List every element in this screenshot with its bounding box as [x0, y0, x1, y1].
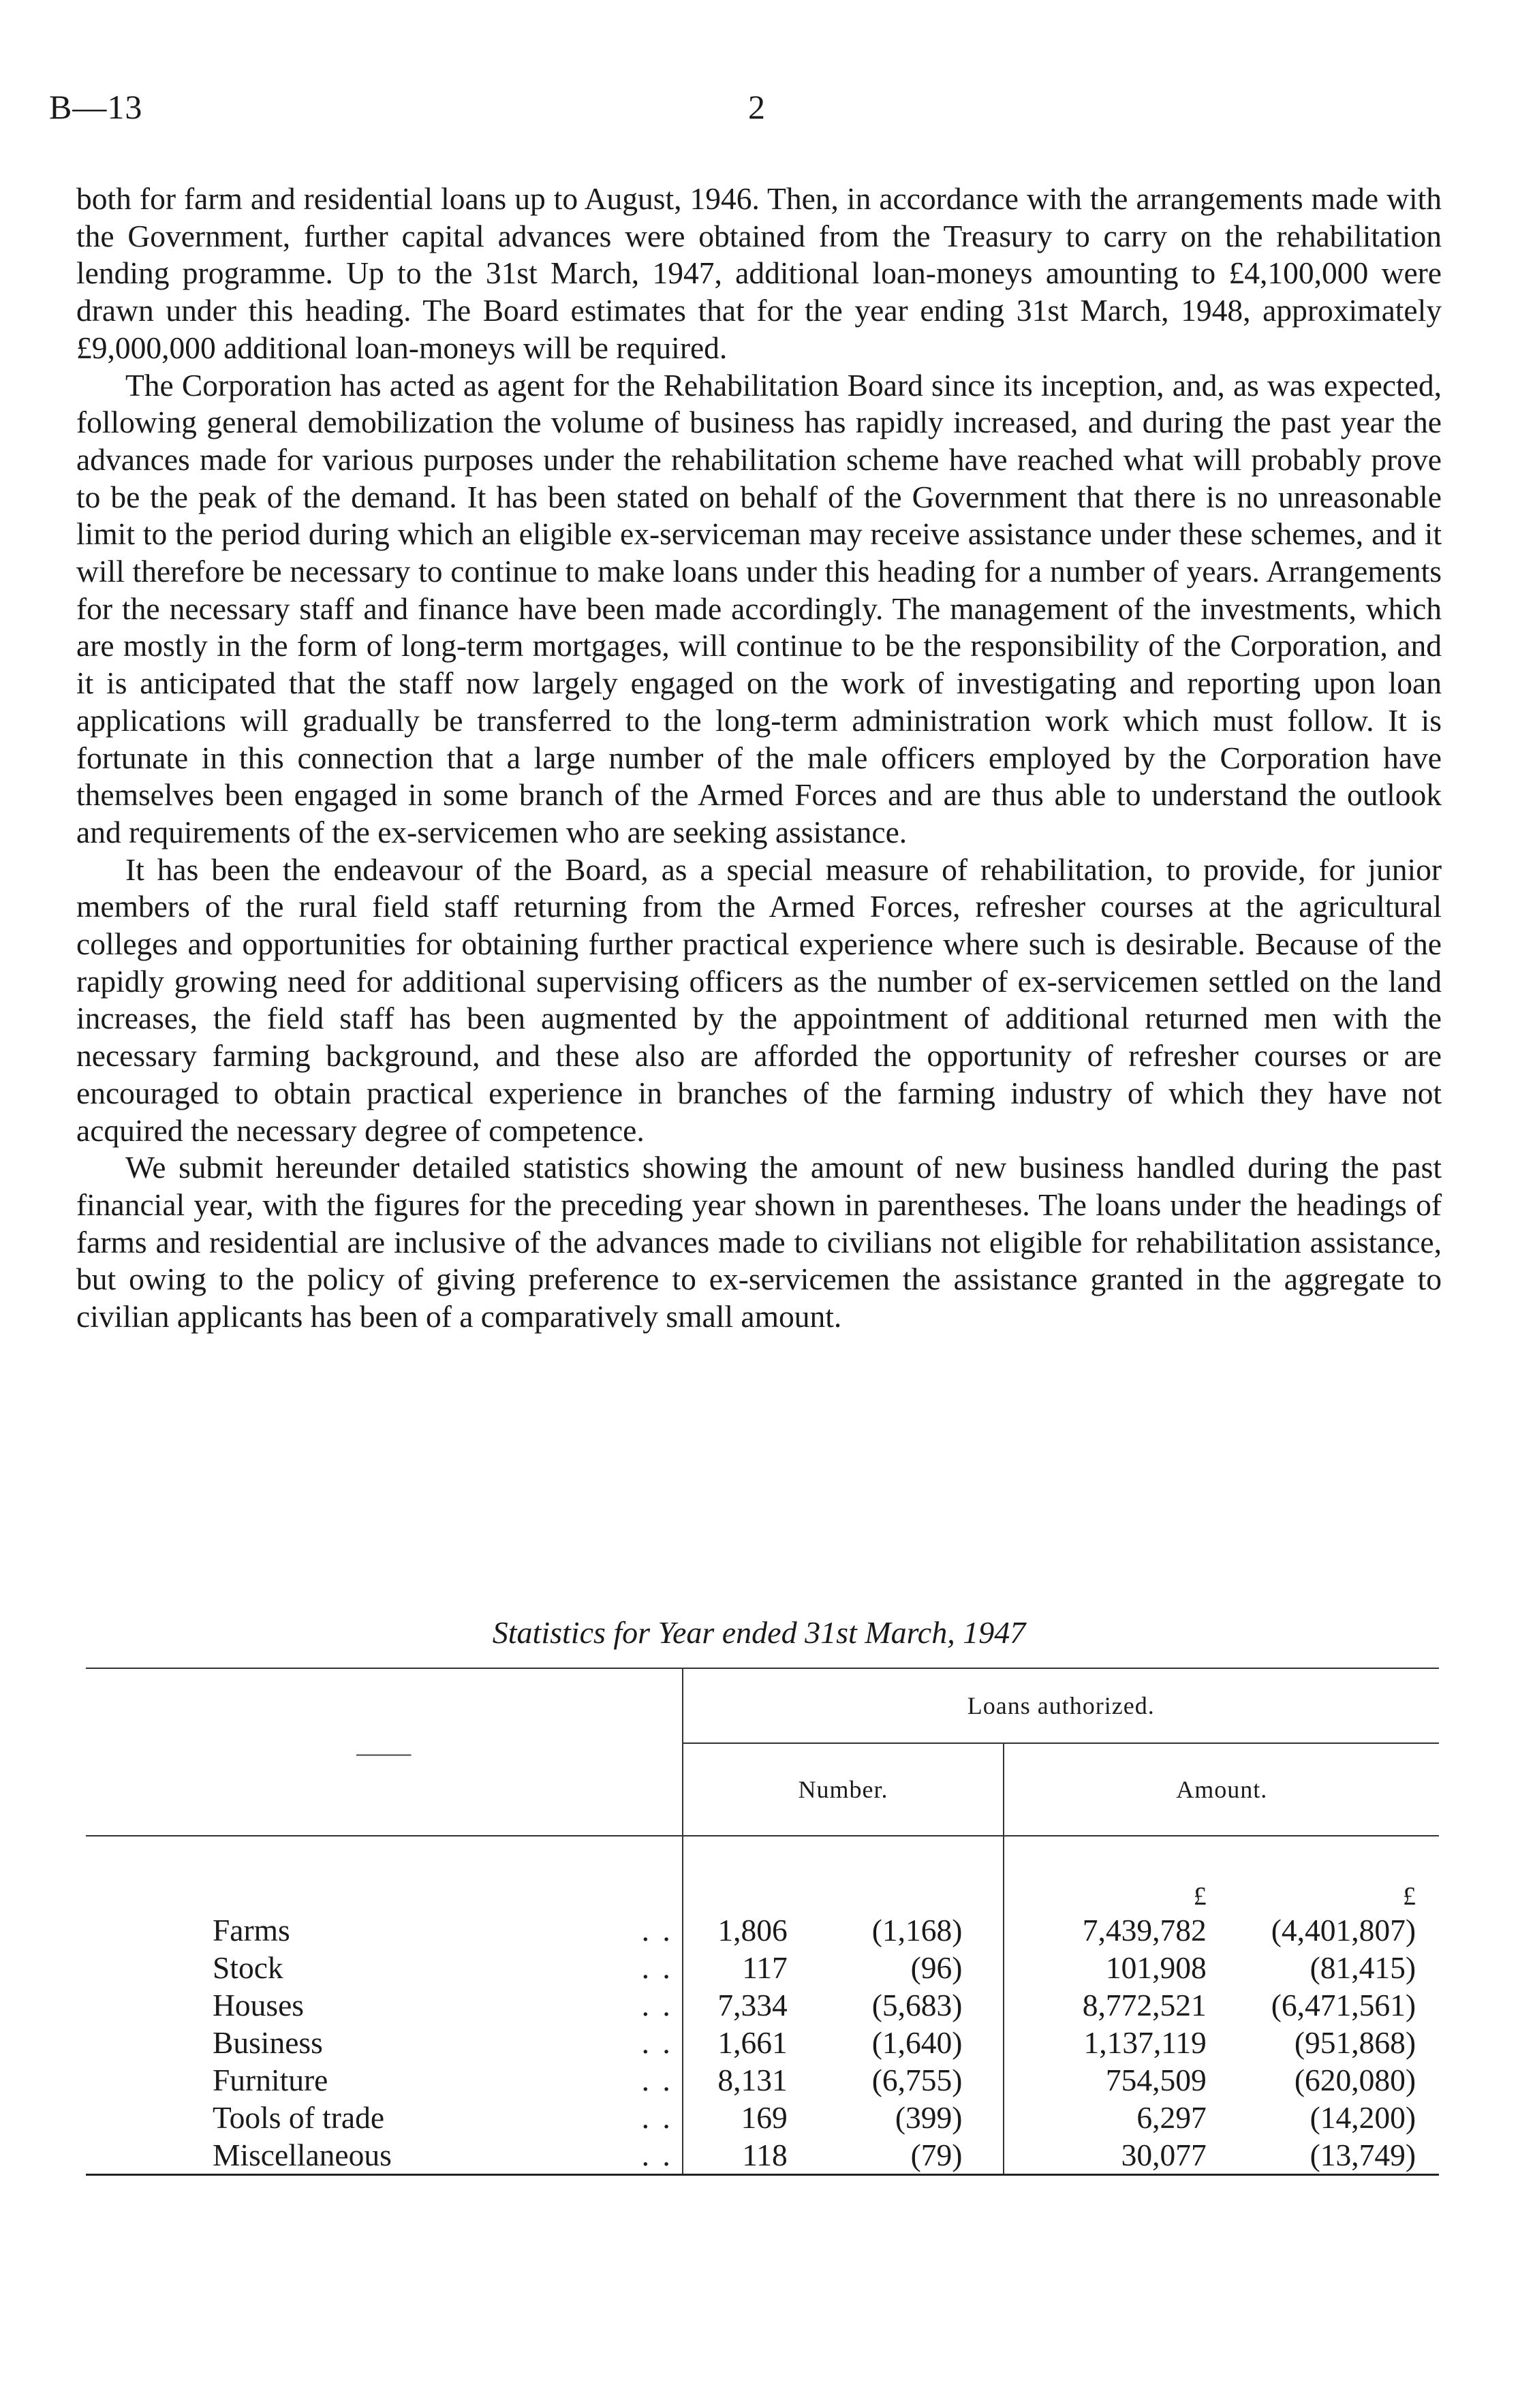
row-label: Farms: [213, 1913, 290, 1948]
paragraph: The Corporation has acted as agent for the Rehabilitation Board since its inception, and, as was expected, following general demobilization the volume of business has rapidly increased, and during the past year the advances made for various purposes under the rehabilitation scheme have reached what will probably prove to be the peak of the demand. It has been stated on behalf of the Government that there is no unreasonable limit to the period during which an eligible ex-serviceman may receive assistance under these schemes, and it will therefore be necessary to continue to make loans under this heading for a number of years. Arrangements for the necessary staff and finance have been made accordingly. The management of the investments, which are mostly in the form of long-term mortgages, will continue to be the responsibility of the Corporation, and it is anticipated that the staff now largely engaged on the work of investigating and reporting upon loan applications will gradually be transferred to the long-term administration work which must follow. It is fortunate in this connection that a large number of the male officers employed by the Corporation have themselves been engaged in some branch of the Armed Forces and are thus able to understand the outlook and requirements of the ex-servicemen who are seeking assistance.: [76, 367, 1442, 849]
leader-dots: . .: [641, 1950, 673, 1985]
leader-dots: . .: [641, 2025, 673, 2060]
leader-dots: . .: [641, 1913, 673, 1948]
table-row: [86, 2061, 1439, 2099]
row-label: Miscellaneous: [213, 2138, 392, 2172]
number-current: 1,661: [683, 2024, 788, 2061]
paragraph: It has been the endeavour of the Board, as a special measure of rehabilitation, to provide, for junior members of the rural field staff returning from the Armed Forces, refresher courses at the agricultural colleges and opportunities for obtaining further practical experience where such is desirable. Because of the rapidly growing need for additional supervising officers as the number of ex-servicemen settled on the land increases, the field staff has been augmented by the appointment of additional returned men with the necessary farming background, and these also are afforded the opportunity of refresher courses or are encouraged to obtain practical experience in branches of the farming industry of which they have not acquired the necessary degree of competence.: [76, 851, 1442, 1148]
number-current: 118: [683, 2136, 788, 2175]
amount-current: 754,509: [1004, 2061, 1206, 2099]
number-current: 8,131: [683, 2061, 788, 2099]
table-row: [86, 1911, 1439, 1949]
amount-previous: (620,080): [1294, 2063, 1416, 2097]
number-previous: (96): [910, 1950, 963, 1985]
table-row: [86, 1949, 1439, 1986]
number-current: 169: [683, 2099, 788, 2136]
document-reference: B—13: [49, 88, 143, 126]
number-previous: (79): [910, 2138, 963, 2172]
number-previous: (1,168): [871, 1913, 963, 1948]
amount-previous: (13,749): [1310, 2138, 1416, 2172]
table-row: [86, 2136, 1439, 2175]
number-column-header: Number.: [683, 1743, 1004, 1836]
table-row: [86, 1986, 1439, 2024]
leader-dots: . .: [641, 2100, 673, 2135]
number-previous: (399): [895, 2100, 963, 2135]
statistics-table: [86, 1668, 1439, 2176]
units-row: [86, 1836, 1439, 1911]
row-label: Houses: [213, 1988, 304, 2022]
row-label: Furniture: [213, 2063, 328, 2097]
leader-dots: . .: [641, 1988, 673, 2022]
leader-dots: . .: [641, 2138, 673, 2172]
loans-authorized-header: Loans authorized.: [683, 1669, 1440, 1743]
number-current: 117: [683, 1949, 788, 1986]
table-row: [86, 2099, 1439, 2136]
table-header-group-row: [86, 1669, 1439, 1743]
amount-current: 8,772,521: [1004, 1986, 1206, 2024]
amount-current: 6,297: [1004, 2099, 1206, 2136]
table-bottom-rule: [86, 2175, 1439, 2176]
leader-dots: . .: [641, 2063, 673, 2097]
number-current: 1,806: [683, 1911, 788, 1949]
row-label: Stock: [213, 1950, 283, 1985]
row-label: Business: [213, 2025, 323, 2060]
paragraph: both for farm and residential loans up to August, 1946. Then, in accordance with the arrangements made with the Government, further capital advances were obtained from the Treasury to carry on the rehabilitation lending programme. Up to the 31st March, 1947, additional loan-moneys amounting to £4,100,000 were drawn under this heading. The Board estimates that for the year ending 31st March, 1948, approximately £9,000,000 additional loan-moneys will be required.: [76, 181, 1442, 365]
amount-column-header: Amount.: [1004, 1743, 1439, 1836]
number-previous: (5,683): [871, 1988, 963, 2022]
number-previous: (1,640): [871, 2025, 963, 2060]
amount-current: 1,137,119: [1004, 2024, 1206, 2061]
page-number: 2: [748, 88, 765, 126]
amount-current: 101,908: [1004, 1949, 1206, 1986]
currency-symbol: £: [1004, 1836, 1206, 1911]
row-label: Tools of trade: [213, 2100, 385, 2135]
amount-previous: (4,401,807): [1271, 1913, 1416, 1948]
number-current: 7,334: [683, 1986, 788, 2024]
amount-current: 30,077: [1004, 2136, 1206, 2175]
table-title: Statistics for Year ended 31st March, 1947: [492, 1615, 1026, 1650]
body-text: [76, 181, 1442, 1336]
amount-previous: (951,868): [1294, 2025, 1416, 2060]
currency-symbol: £: [1207, 1836, 1439, 1911]
amount-previous: (14,200): [1310, 2100, 1416, 2135]
paragraph: We submit hereunder detailed statistics showing the amount of new business handled during the past financial year, with the figures for the preceding year shown in parentheses. The loans under the headings of farms and residential are inclusive of the advances made to civilians not eligible for rehabilitation assistance, but owing to the policy of giving preference to ex-servicemen the assistance granted in the aggregate to civilian applicants has been of a comparatively small amount.: [76, 1150, 1442, 1334]
number-previous: (6,755): [871, 2063, 963, 2097]
table-row: [86, 2024, 1439, 2061]
amount-previous: (6,471,561): [1271, 1988, 1416, 2022]
amount-previous: (81,415): [1310, 1950, 1416, 1985]
stub-header: ——: [356, 1736, 412, 1768]
amount-current: 7,439,782: [1004, 1911, 1206, 1949]
